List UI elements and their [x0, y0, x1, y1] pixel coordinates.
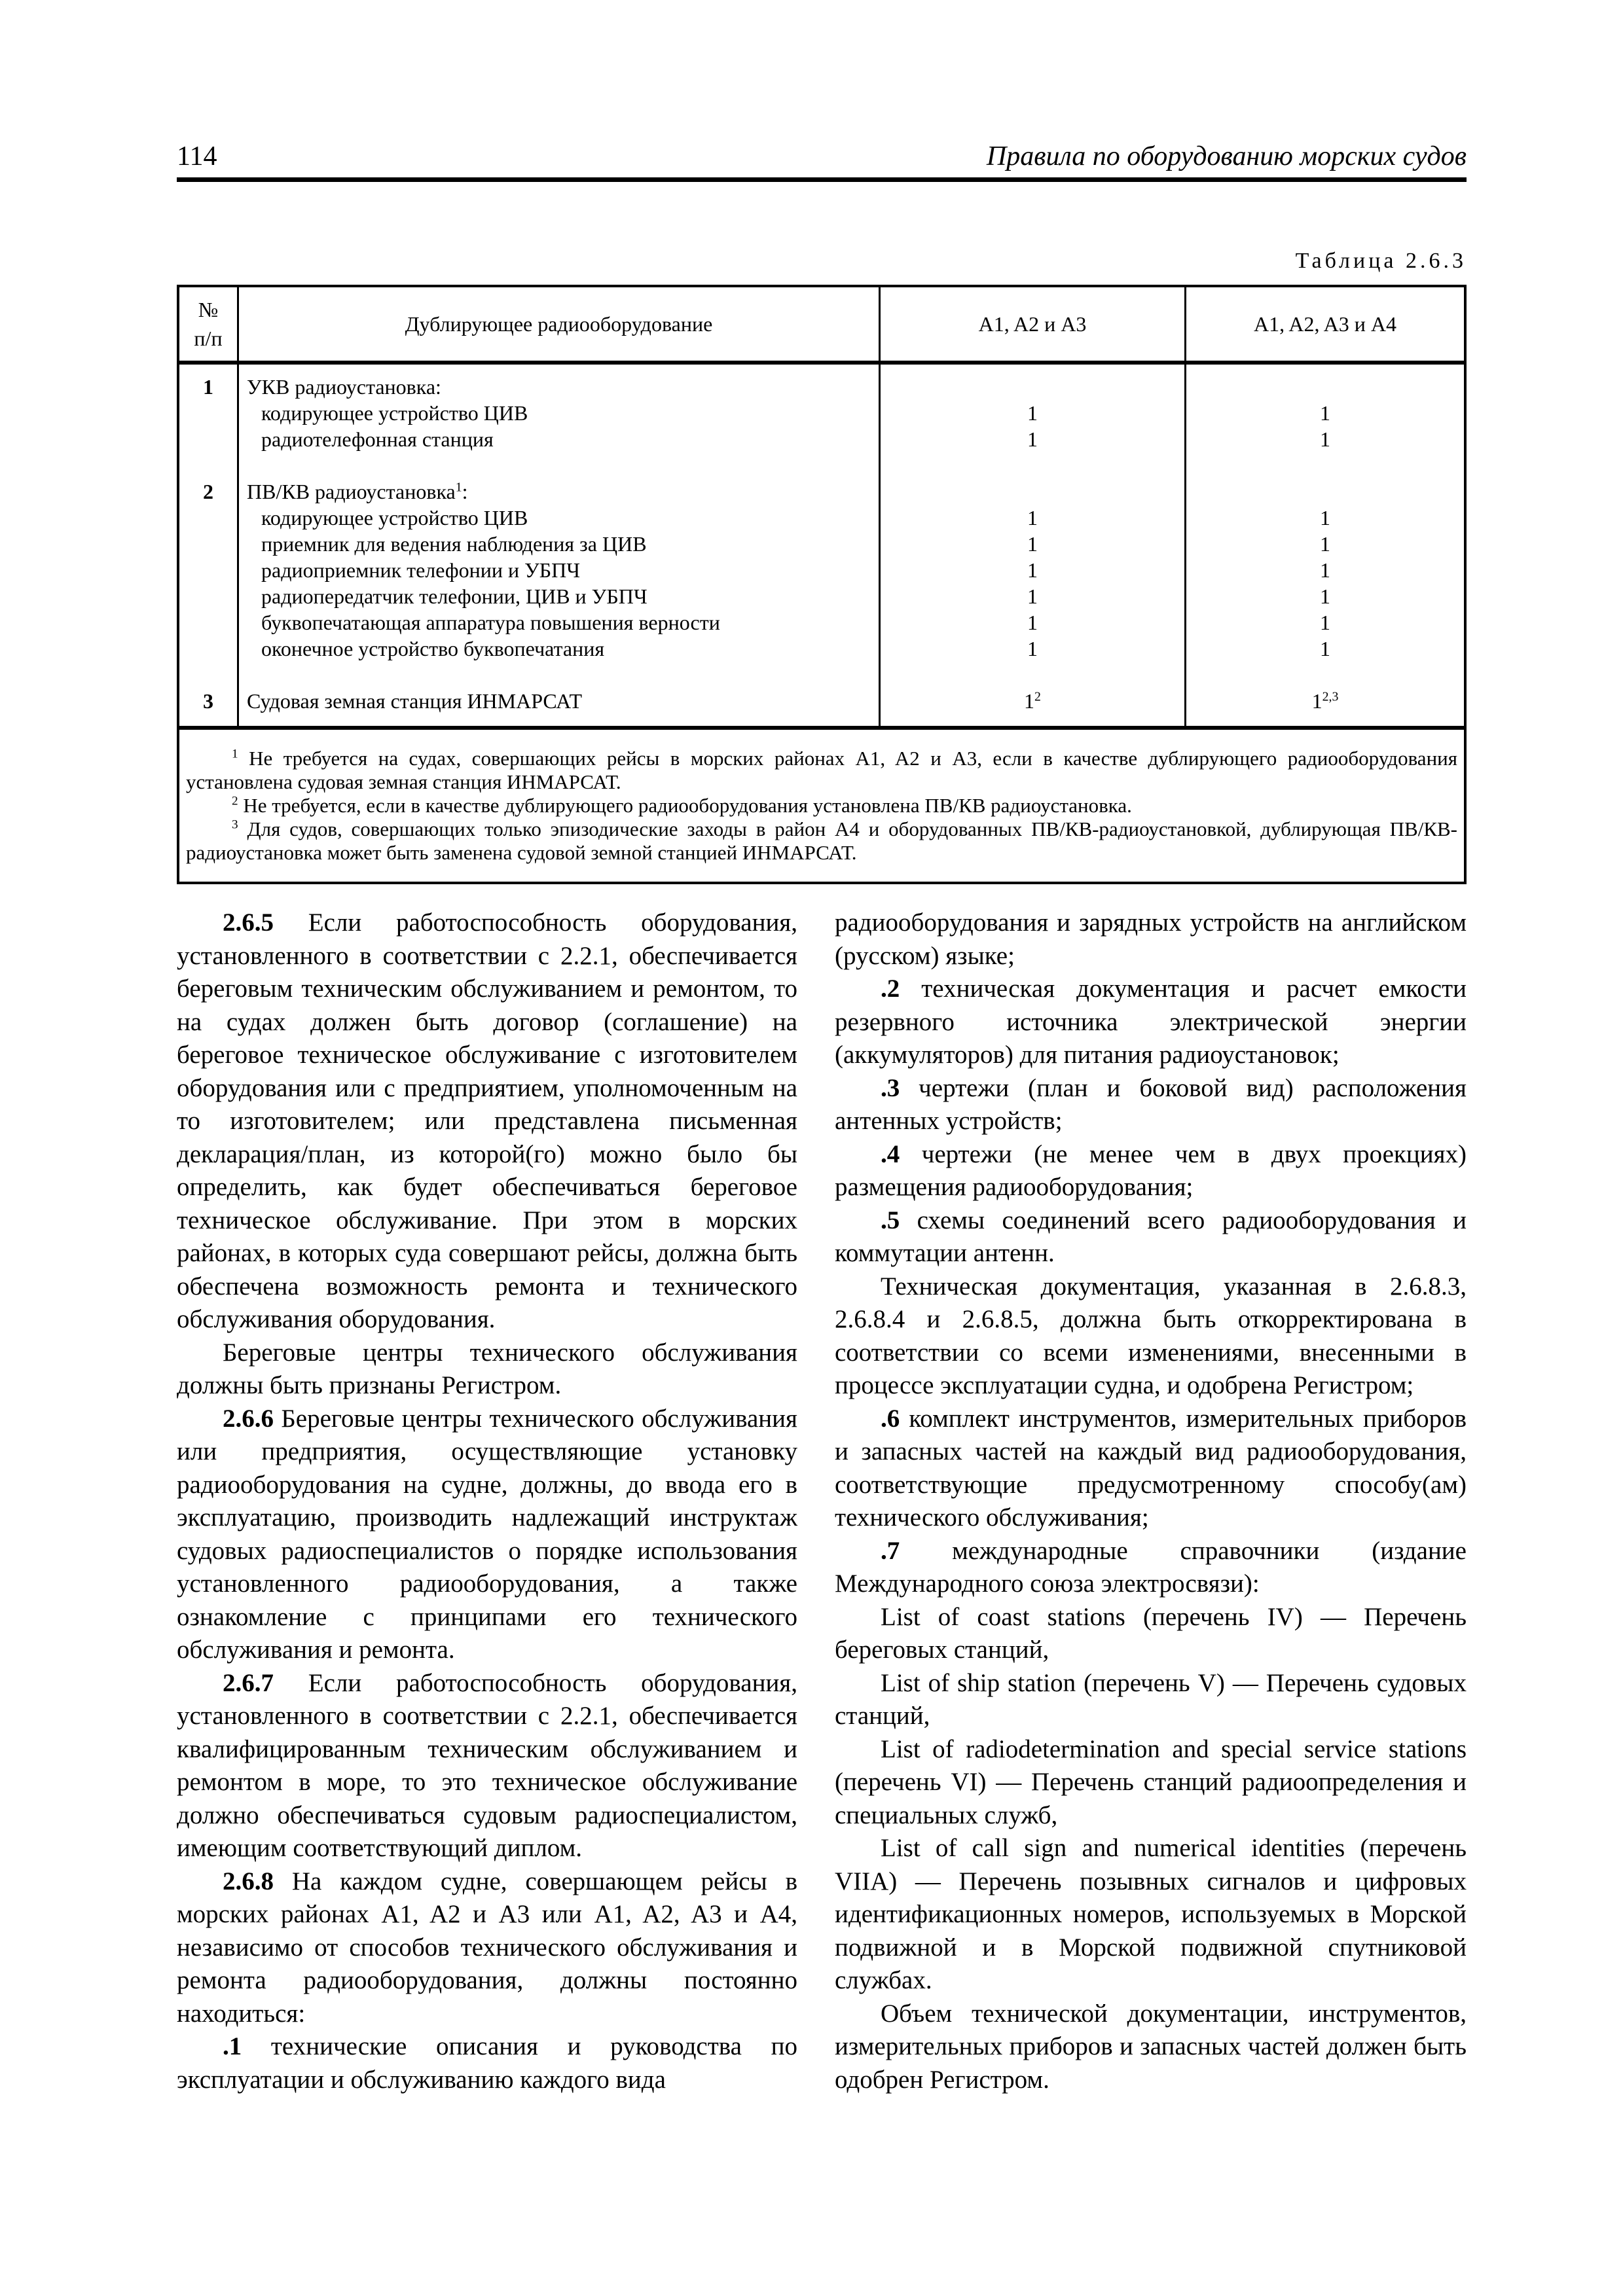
value-a123: 1	[880, 400, 1186, 426]
table-row	[178, 400, 1465, 426]
paragraph	[835, 1270, 1467, 1403]
footnote-mark: 3	[232, 817, 238, 832]
footnote-mark: 1	[232, 747, 238, 761]
table-row	[178, 609, 1465, 636]
row-number: 1	[178, 363, 238, 400]
paragraph-text: Береговые центры технического обслуживания должны быть признаны Регистром.	[177, 1338, 797, 1399]
value-a123: 1	[880, 531, 1186, 557]
equipment-name: оконечное устройство буквопечатания	[238, 636, 880, 662]
paragraph-text: международные справочники (издание Международного союза электросвязи):	[835, 1536, 1467, 1598]
empty-cell	[178, 531, 238, 557]
empty-cell	[880, 478, 1186, 505]
paragraph-text: List of coast stations (перечень IV) — Перечень береговых станций,	[835, 1602, 1467, 1664]
value-a1234: 1	[1186, 426, 1466, 452]
footnote-ref: 2	[1034, 689, 1041, 704]
clause-number: .2	[881, 975, 900, 1003]
value-a123: 1	[880, 609, 1186, 636]
empty-cell	[1186, 478, 1466, 505]
row-number: 3	[178, 688, 238, 728]
clause-number: 2.6.8	[223, 1867, 274, 1895]
paragraph	[835, 1998, 1467, 2097]
row-number: 2	[178, 478, 238, 505]
clause-number: .5	[881, 1206, 900, 1234]
group-title-text: Судовая земная станция ИНМАРСАТ	[247, 689, 582, 713]
value: 1	[1311, 689, 1322, 713]
paragraph	[177, 1403, 797, 1667]
paragraph-text: List of call sign and numerical identities (перечень VIIA) — Перечень позывных сигналов и цифровых идентификационных номеров, используемых в Морской подвижной и в Морской подвижной спутниковой службах.	[835, 1834, 1467, 1994]
value-a1234: 1	[1186, 609, 1466, 636]
clause-number: .4	[881, 1139, 900, 1168]
value-a1234: 1	[1186, 557, 1466, 583]
paragraph-text: техническая документация и расчет емкости резервного источника электрической энергии (аккумуляторов) для питания радиоустановок;	[835, 975, 1467, 1069]
empty-cell	[880, 363, 1186, 400]
value-a1234: 1	[1186, 400, 1466, 426]
table-footnotes-row	[178, 728, 1465, 883]
paragraph	[835, 1667, 1467, 1733]
empty-cell	[178, 583, 238, 609]
paragraph	[177, 1865, 797, 2031]
footnote	[186, 747, 1457, 794]
page-header	[177, 141, 1467, 182]
table-caption: Таблица 2.6.3	[1295, 249, 1467, 273]
footnote-ref: 2,3	[1322, 689, 1339, 704]
paragraph-text: комплект инструментов, измерительных приборов и запасных частей на каждый вид радиооборудования, соответствующие предусмотренному способу(ам) технического обслуживания;	[835, 1404, 1467, 1532]
value-a123: 1	[880, 583, 1186, 609]
group-title	[238, 688, 880, 728]
empty-cell	[1186, 363, 1466, 400]
value-a123: 1	[880, 636, 1186, 662]
paragraph	[177, 906, 797, 1336]
paragraph-text: List of radiodetermination and special service stations (перечень VI) — Перечень станций радиоопределения и специальных служб,	[835, 1734, 1467, 1829]
table-row	[178, 688, 1465, 728]
paragraph	[835, 1601, 1467, 1667]
paragraph	[835, 1204, 1467, 1270]
running-title: Правила по оборудованию морских судов	[986, 141, 1467, 171]
paragraph-text: На каждом судне, совершающем рейсы в морских районах A1, A2 и A3 или A1, A2, A3 и A4, независимо от способов технического обслуживания и ремонта радиооборудования, должны постоянно находиться:	[177, 1867, 797, 2028]
group-title	[238, 363, 880, 400]
footnote	[186, 794, 1457, 817]
equipment-name: радиоприемник телефонии и УБПЧ	[238, 557, 880, 583]
footnote-ref: 1	[455, 480, 462, 495]
paragraph	[835, 1733, 1467, 1833]
left-text-column	[177, 906, 797, 2096]
clause-number: 2.6.5	[223, 908, 274, 937]
paragraph-text: чертежи (не менее чем в двух проекциях) размещения радиооборудования;	[835, 1139, 1467, 1201]
table-row	[178, 363, 1465, 400]
footnote-text: Не требуется на судах, совершающих рейсы в морских районах A1, A2 и A3, если в качестве дублирующего радиооборудования установлена судовая земная станция ИНМАРСАТ.	[186, 747, 1458, 793]
equipment-name: кодирующее устройство ЦИВ	[238, 505, 880, 531]
paragraph-text: Если работоспособность оборудования, установленного в соответствии с 2.2.1, обеспечивается квалифицированным техническим обслуживанием и ремонтом в море, то это техническое обслуживание должно обеспечиваться судовым радиоспециалистом, имеющим соответствующий диплом.	[177, 1668, 797, 1862]
table-row	[178, 505, 1465, 531]
table-row	[178, 557, 1465, 583]
group-title: ПВ/КВ радиоустановка$^1$:	[238, 478, 880, 505]
equipment-name: кодирующее устройство ЦИВ	[238, 400, 880, 426]
empty-cell	[178, 557, 238, 583]
paragraph	[835, 1138, 1467, 1204]
empty-cell	[178, 426, 238, 452]
value-a123: 1	[880, 505, 1186, 531]
paragraph	[835, 973, 1467, 1072]
equipment-name: радиотелефонная станция	[238, 426, 880, 452]
right-text-column	[835, 906, 1467, 2096]
paragraph-text: Объем технической документации, инструментов, измерительных приборов и запасных частей должен быть одобрен Регистром.	[835, 1999, 1467, 2094]
paragraph-text: Техническая документация, указанная в 2.6.8.3, 2.6.8.4 и 2.6.8.5, должна быть откорректирована в соответствии со всеми изменениями, внесенными в процессе эксплуатации судна, и одобрена Регистром;	[835, 1272, 1467, 1399]
value-a123	[880, 688, 1186, 728]
paragraph-text: Если работоспособность оборудования, установленного в соответствии с 2.2.1, обеспечивается береговым техническим обслуживанием и ремонтом, то на судах должен быть договор (соглашение) на береговое техническое обслуживание с изготовителем оборудования или с предприятием, уполномоченным на то изготовителем; или представлена письменная декларация/план, из которой(го) можно было бы определить, как будет обеспечиваться береговое техническое обслуживание. При этом в морских районах, в которых суда совершают рейсы, должна быть обеспечена возможность ремонта и технического обслуживания оборудования.	[177, 908, 797, 1333]
paragraph-text: технические описания и руководства по эксплуатации и обслуживанию каждого вида	[177, 2032, 797, 2094]
value: 1	[1024, 689, 1035, 713]
paragraph	[177, 1336, 797, 1403]
clause-number: .1	[223, 2032, 242, 2060]
value-a123: 1	[880, 557, 1186, 583]
footnote-mark: 2	[232, 794, 238, 808]
paragraph	[835, 906, 1467, 973]
empty-cell	[178, 609, 238, 636]
value-a1234: 1	[1186, 531, 1466, 557]
table-row	[178, 531, 1465, 557]
table-row	[178, 426, 1465, 452]
table-row	[178, 636, 1465, 662]
paragraph	[177, 1667, 797, 1865]
value-a1234: 1	[1186, 636, 1466, 662]
empty-cell	[178, 400, 238, 426]
clause-number: .3	[881, 1073, 900, 1102]
empty-cell	[178, 636, 238, 662]
equipment-name: приемник для ведения наблюдения за ЦИВ	[238, 531, 880, 557]
paragraph	[835, 1403, 1467, 1535]
paragraph-text: Береговые центры технического обслуживания или предприятия, осуществляющие установку радиооборудования на судне, должны, до ввода его в эксплуатацию, производить надлежащий инструктаж судовых радиоспециалистов о порядке использования установленного радиооборудования, а также ознакомление с принципами его технического обслуживания и ремонта.	[177, 1404, 797, 1664]
table-row	[178, 583, 1465, 609]
equipment-table	[177, 285, 1467, 884]
paragraph-text: радиооборудования и зарядных устройств на английском (русском) языке;	[835, 908, 1467, 970]
value-a1234: 1	[1186, 505, 1466, 531]
paragraph	[835, 1832, 1467, 1998]
footnote-text: Для судов, совершающих только эпизодические заходы в район A4 и оборудованных ПВ/КВ-радиоустановкой, дублирующая ПВ/КВ-радиоустановка может быть заменена судовой земной станцией ИНМАРСАТ.	[186, 817, 1458, 864]
table-footnotes	[178, 728, 1465, 883]
paragraph-text: чертежи (план и боковой вид) расположения антенных устройств;	[835, 1073, 1467, 1135]
paragraph	[835, 1072, 1467, 1138]
footnote	[186, 817, 1457, 865]
clause-number: 2.6.6	[223, 1404, 274, 1433]
col-header-a123: A1, A2 и A3	[880, 286, 1186, 363]
clause-number: .7	[881, 1536, 900, 1565]
clause-number: .6	[881, 1404, 900, 1433]
value-a1234	[1186, 688, 1466, 728]
table-header-row	[178, 286, 1465, 363]
footnote-text: Не требуется, если в качестве дублирующего радиооборудования установлена ПВ/КВ радиоустановка.	[243, 794, 1132, 817]
group-title-text: УКВ радиоустановка:	[247, 375, 441, 399]
paragraph-text: List of ship station (перечень V) — Перечень судовых станций,	[835, 1668, 1467, 1730]
col-header-num: № п/п	[178, 286, 238, 363]
equipment-name: буквопечатающая аппаратура повышения верности	[238, 609, 880, 636]
equipment-name: радиопередатчик телефонии, ЦИВ и УБПЧ	[238, 583, 880, 609]
value-a1234: 1	[1186, 583, 1466, 609]
page-number: 114	[177, 141, 217, 171]
empty-cell	[178, 505, 238, 531]
paragraph-text: схемы соединений всего радиооборудования и коммутации антенн.	[835, 1206, 1467, 1267]
paragraph	[835, 1535, 1467, 1601]
clause-number: 2.6.7	[223, 1668, 274, 1697]
group-title-text: ПВ/КВ радиоустановка	[247, 480, 456, 503]
paragraph	[177, 2030, 797, 2096]
col-header-equipment: Дублирующее радиооборудование	[238, 286, 880, 363]
table-row	[178, 478, 1465, 505]
value-a123: 1	[880, 426, 1186, 452]
col-header-a1234: A1, A2, A3 и A4	[1186, 286, 1466, 363]
